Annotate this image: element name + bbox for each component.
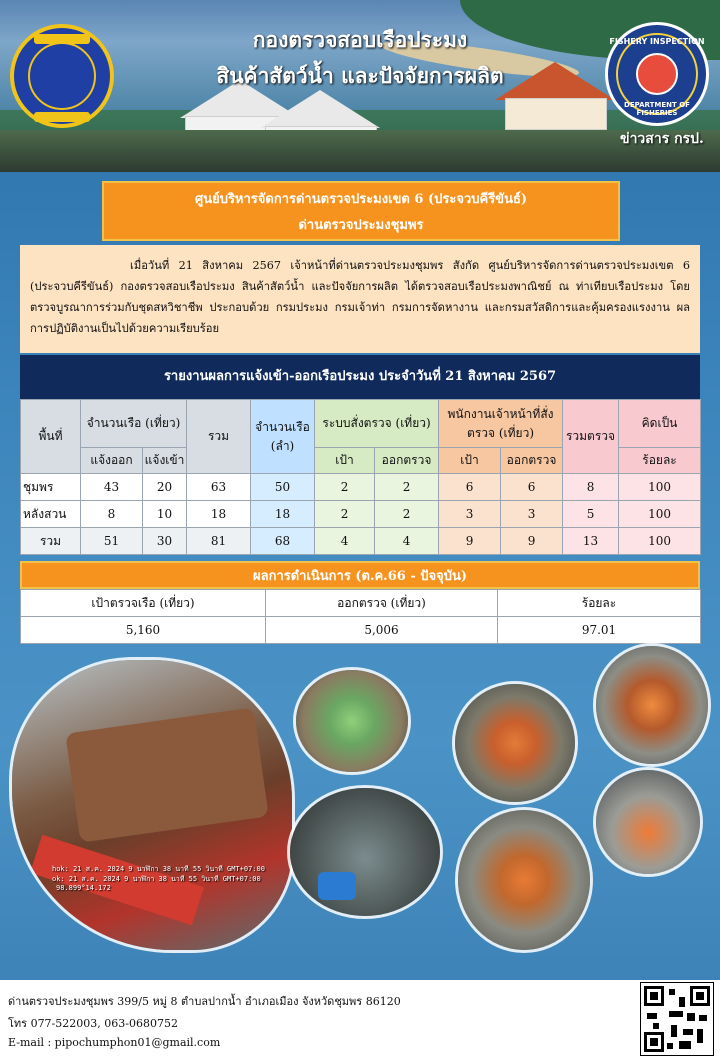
- footer-phone: โทร 077-522003, 063-0680752: [8, 1017, 178, 1030]
- photo-officers-boat: [458, 810, 590, 950]
- photo-blue-bucket: [318, 872, 356, 900]
- qr-module: [667, 1043, 673, 1049]
- header-percent: ร้อยละ: [619, 448, 701, 474]
- header-area: พื้นที่: [21, 400, 81, 474]
- cell-boats: 18: [251, 501, 315, 528]
- header-boats-trips: จำนวนเรือ (เที่ยว): [81, 400, 187, 448]
- cell-in: 20: [143, 474, 187, 501]
- report-grid: [20, 399, 701, 555]
- results-header-inspected: ออกตรวจ (เที่ยว): [266, 590, 498, 617]
- cell-officer-target: 3: [439, 501, 501, 528]
- photo-team-lineup: [596, 770, 700, 874]
- results-value-target: 5,160: [21, 617, 266, 644]
- footer-email[interactable]: E-mail : pipochumphon01@gmail.com: [8, 1036, 221, 1049]
- cell-boats: 50: [251, 474, 315, 501]
- cell-in: 30: [143, 528, 187, 555]
- center-title-box: [102, 181, 620, 241]
- header-total-inspected: รวมตรวจ: [563, 400, 619, 474]
- header-percent-label: คิดเป็น: [619, 400, 701, 448]
- results-value-inspected: 5,006: [266, 617, 498, 644]
- qr-module: [671, 1025, 677, 1037]
- cell-sys-inspected: 2: [375, 474, 439, 501]
- logo-text-bottom: DEPARTMENT OF FISHERIES: [624, 101, 690, 117]
- table-row: [21, 474, 701, 501]
- news-paragraph-box: [20, 245, 700, 353]
- header-title-line1: กองตรวจสอบเรือประมง: [252, 27, 468, 52]
- header-notify-in: แจ้งเข้า: [143, 448, 187, 474]
- cell-total-inspected: 5: [563, 501, 619, 528]
- cell-sys-inspected: 2: [375, 501, 439, 528]
- cell-total-inspected: 13: [563, 528, 619, 555]
- qr-finder-center: [650, 992, 658, 1000]
- photo-coordinates: 98.899°14.172: [56, 884, 111, 892]
- qr-module: [697, 1029, 703, 1043]
- news-label: ข่าวสาร กรป.: [620, 131, 704, 147]
- results-header-target: เป้าตรวจเรือ (เที่ยว): [21, 590, 266, 617]
- logo-center: [636, 53, 678, 95]
- results-value-percent: 97.01: [498, 617, 701, 644]
- photo-timestamp: ok: 21 ส.ค. 2024 9 นาฬิกา 38 นาที 55 วินาที GMT+07:00: [52, 875, 261, 883]
- cell-total: 18: [187, 501, 251, 528]
- cell-percent: 100: [619, 474, 701, 501]
- photo-timestamp: hok: 21 ส.ค. 2024 9 นาฬิกา 38 นาที 55 วินาที GMT+07:00: [52, 865, 265, 873]
- footer: [0, 980, 720, 1058]
- report-title: รายงานผลการแจ้งเข้า-ออกเรือประมง ประจำวันที่ 21 สิงหาคม 2567: [20, 355, 700, 399]
- header-system-target: เป้า: [315, 448, 375, 474]
- report-table: [20, 355, 700, 555]
- cell-out: 43: [81, 474, 143, 501]
- table-row: [21, 501, 701, 528]
- header-order-system: ระบบสั่งตรวจ (เที่ยว): [315, 400, 439, 448]
- cell-area: ชุมพร: [21, 474, 81, 501]
- photo-officers-group: [455, 684, 575, 802]
- photo-boat: [12, 660, 292, 950]
- header-banner: [0, 0, 720, 172]
- qr-module: [683, 1029, 693, 1035]
- qr-module: [679, 997, 685, 1007]
- qr-module: [687, 1013, 695, 1021]
- results-box: [20, 561, 700, 644]
- photo-boat-hull: [65, 707, 268, 842]
- fishery-inspection-logo: [605, 22, 709, 126]
- building-roof: [260, 90, 380, 128]
- cell-area: รวม: [21, 528, 81, 555]
- results-grid: [20, 589, 701, 644]
- photo-fish-baskets: [296, 670, 408, 772]
- cell-percent: 100: [619, 528, 701, 555]
- center-title-line2: ด่านตรวจประมงชุมพร: [298, 218, 424, 233]
- header-officer-order: พนักงานเจ้าหน้าที่สั่งตรวจ (เที่ยว): [439, 400, 563, 448]
- cell-sys-target: 2: [315, 501, 375, 528]
- logo-text-top: FISHERY INSPECTION: [609, 37, 705, 46]
- cell-officer-target: 6: [439, 474, 501, 501]
- header-total: รวม: [187, 400, 251, 474]
- fisheries-department-logo: [10, 24, 114, 128]
- header-officer-target: เป้า: [439, 448, 501, 474]
- cell-sys-target: 2: [315, 474, 375, 501]
- header-title-line2: สินค้าสัตว์น้ำ และปัจจัยการผลิต: [216, 63, 504, 88]
- cell-sys-inspected: 4: [375, 528, 439, 555]
- qr-module: [679, 1041, 691, 1049]
- cell-boats: 68: [251, 528, 315, 555]
- qr-module: [653, 1023, 659, 1029]
- cell-percent: 100: [619, 501, 701, 528]
- cell-total: 63: [187, 474, 251, 501]
- footer-address: ด่านตรวจประมงชุมพร 399/5 หมู่ 8 ตำบลปากน้ำ อำเภอเมือง จังหวัดชุมพร 86120: [8, 995, 401, 1008]
- cell-officer-inspected: 9: [501, 528, 563, 555]
- cell-officer-target: 9: [439, 528, 501, 555]
- qr-finder-center: [650, 1038, 658, 1046]
- qr-module: [669, 989, 675, 995]
- cell-area: หลังสวน: [21, 501, 81, 528]
- header-notify-out: แจ้งออก: [81, 448, 143, 474]
- cell-out: 51: [81, 528, 143, 555]
- photo-officers-documents: [596, 646, 708, 764]
- qr-module: [647, 1013, 657, 1019]
- qr-code[interactable]: [640, 982, 714, 1056]
- results-header-percent: ร้อยละ: [498, 590, 701, 617]
- qr-module: [699, 1015, 707, 1021]
- news-paragraph: เมื่อวันที่ 21 สิงหาคม 2567 เจ้าหน้าที่ด่านตรวจประมงชุมพร สังกัด ศูนย์บริหารจัดการด่านตรวจประมงเขต 6 (ประจวบคีรีขันธ์) กองตรวจสอบเรือประมง สินค้าสัตว์น้ำ และปัจจัยการผลิต ได้ตรวจสอบเรือประมงพาณิชย์ ณ ท่าเทียบเรือประมง โดยตรวจบูรณาการร่วมกับชุดสหวิชาชีพ ประกอบด้วย กรมประมง กรมเจ้าท่า กรมการจัดหางาน และกรมสวัสดิการและคุ้มครองแรงงาน ผลการปฏิบัติงานเป็นไปด้วยความเรียบร้อย: [30, 259, 690, 335]
- cell-officer-inspected: 3: [501, 501, 563, 528]
- table-row-total: [21, 528, 701, 555]
- center-title-line1: ศูนย์บริหารจัดการด่านตรวจประมงเขต 6 (ประจวบคีรีขันธ์): [194, 192, 528, 207]
- header-boats-count: จำนวนเรือ (ลำ): [251, 400, 315, 474]
- cell-officer-inspected: 6: [501, 474, 563, 501]
- cell-total-inspected: 8: [563, 474, 619, 501]
- ground-background: [0, 130, 720, 172]
- temple: [505, 98, 607, 130]
- logo-bar: [34, 112, 90, 122]
- logo-inner-ring: [28, 42, 96, 110]
- cell-sys-target: 4: [315, 528, 375, 555]
- results-title: ผลการดำเนินการ (ต.ค.66 - ปัจจุบัน): [20, 561, 700, 589]
- cell-out: 8: [81, 501, 143, 528]
- header-officer-inspected: ออกตรวจ: [501, 448, 563, 474]
- qr-finder-center: [696, 992, 704, 1000]
- photo-catch-inspection: [290, 788, 440, 916]
- header-system-inspected: ออกตรวจ: [375, 448, 439, 474]
- cell-in: 10: [143, 501, 187, 528]
- cell-total: 81: [187, 528, 251, 555]
- qr-module: [669, 1011, 683, 1017]
